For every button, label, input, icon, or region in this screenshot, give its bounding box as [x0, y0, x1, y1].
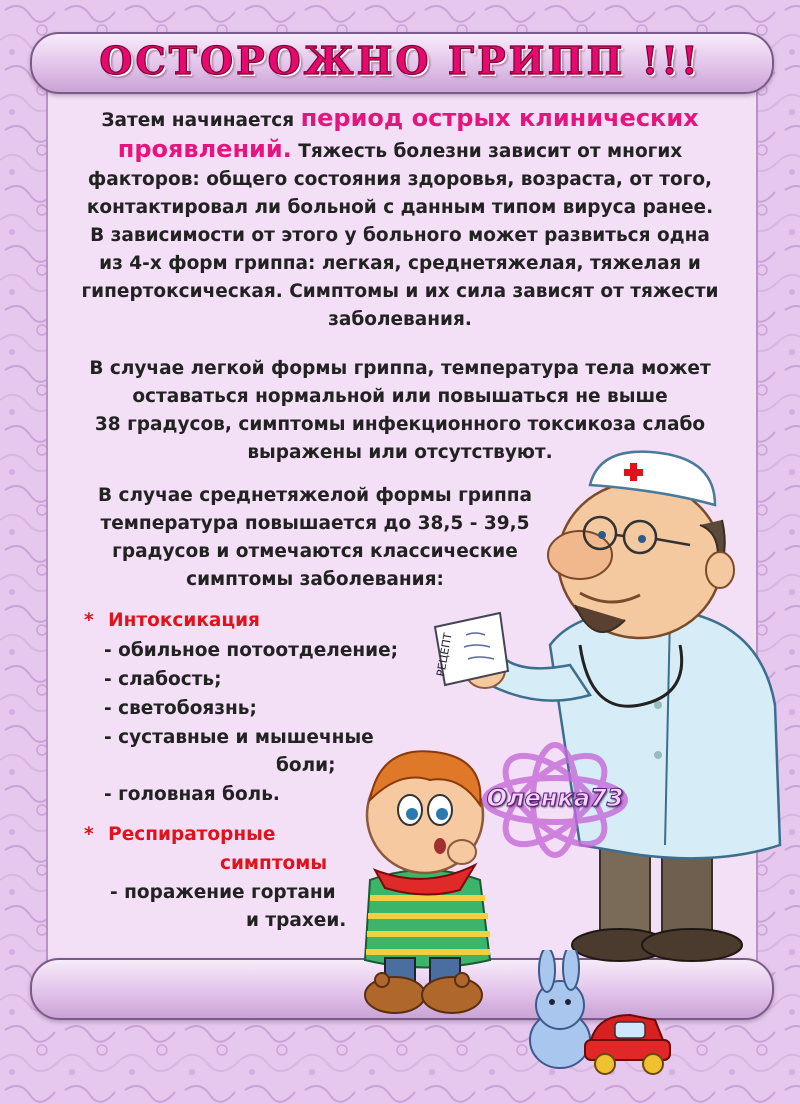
- symptom-item: - светобоязнь;: [104, 698, 257, 719]
- intro-line: контактировал ли больной с данным типом вируса ранее.: [86, 197, 714, 218]
- symptom-item: - суставные и мышечные: [104, 727, 374, 748]
- intro-highlight-1: период острых клинических: [300, 104, 699, 132]
- respiratory-item-cont: и трахеи.: [246, 910, 347, 931]
- intro-line: В зависимости от этого у больного может развиться одна: [90, 225, 710, 246]
- intro-paragraph: [62, 104, 738, 334]
- intro-line: заболевания.: [328, 309, 472, 330]
- page-title: ОСТОРОЖНО ГРИПП !!!: [99, 38, 701, 83]
- mild-line: В случае легкой формы гриппа, температура тела может: [89, 358, 711, 379]
- svg-text:РЕЦЕПТ: РЕЦЕПТ: [434, 631, 455, 678]
- symptom-item: - головная боль.: [104, 784, 280, 805]
- mild-line: выражены или отсутствуют.: [247, 442, 553, 463]
- respiratory-heading: * Респираторные: [84, 824, 276, 845]
- intro-line: факторов: общего состояния здоровья, возраста, от того,: [87, 169, 713, 190]
- mild-line: оставаться нормальной или повышаться не выше: [132, 386, 668, 407]
- intro-line-1: Затем начинается период острых клинических: [101, 104, 699, 132]
- symptom-item: - слабость;: [104, 669, 222, 690]
- respiratory-item: - поражение гортани: [110, 882, 336, 903]
- prescription-paper: [434, 613, 508, 685]
- intro-line: гипертоксическая. Симптомы и их сила зависят от тяжести: [81, 281, 719, 302]
- intro-line: из 4-х форм гриппа: легкая, среднетяжелая, тяжелая и: [99, 253, 701, 274]
- moderate-line: симптомы заболевания:: [186, 569, 444, 590]
- watermark: Оленка73: [470, 740, 640, 860]
- intoxication-heading: * Интоксикация: [84, 610, 260, 631]
- intro-highlight-2: проявлений.: [117, 135, 292, 163]
- mild-line: 38 градусов, симптомы инфекционного токсикоза слабо: [94, 414, 706, 435]
- moderate-line: В случае среднетяжелой формы гриппа: [97, 485, 533, 506]
- symptom-item: - обильное потоотделение;: [104, 640, 399, 661]
- moderate-line: температура повышается до 38,5 - 39,5: [100, 513, 530, 534]
- moderate-line: градусов и отмечаются классические: [112, 541, 518, 562]
- intro-line-2: проявлений. Тяжесть болезни зависит от многих: [117, 135, 683, 163]
- symptom-item-continued: боли;: [276, 755, 336, 776]
- toys-illustration: [505, 950, 675, 1080]
- bullet-star-icon: *: [84, 610, 94, 631]
- bullet-star-icon: *: [84, 824, 94, 845]
- respiratory-heading-cont: симптомы: [220, 853, 328, 874]
